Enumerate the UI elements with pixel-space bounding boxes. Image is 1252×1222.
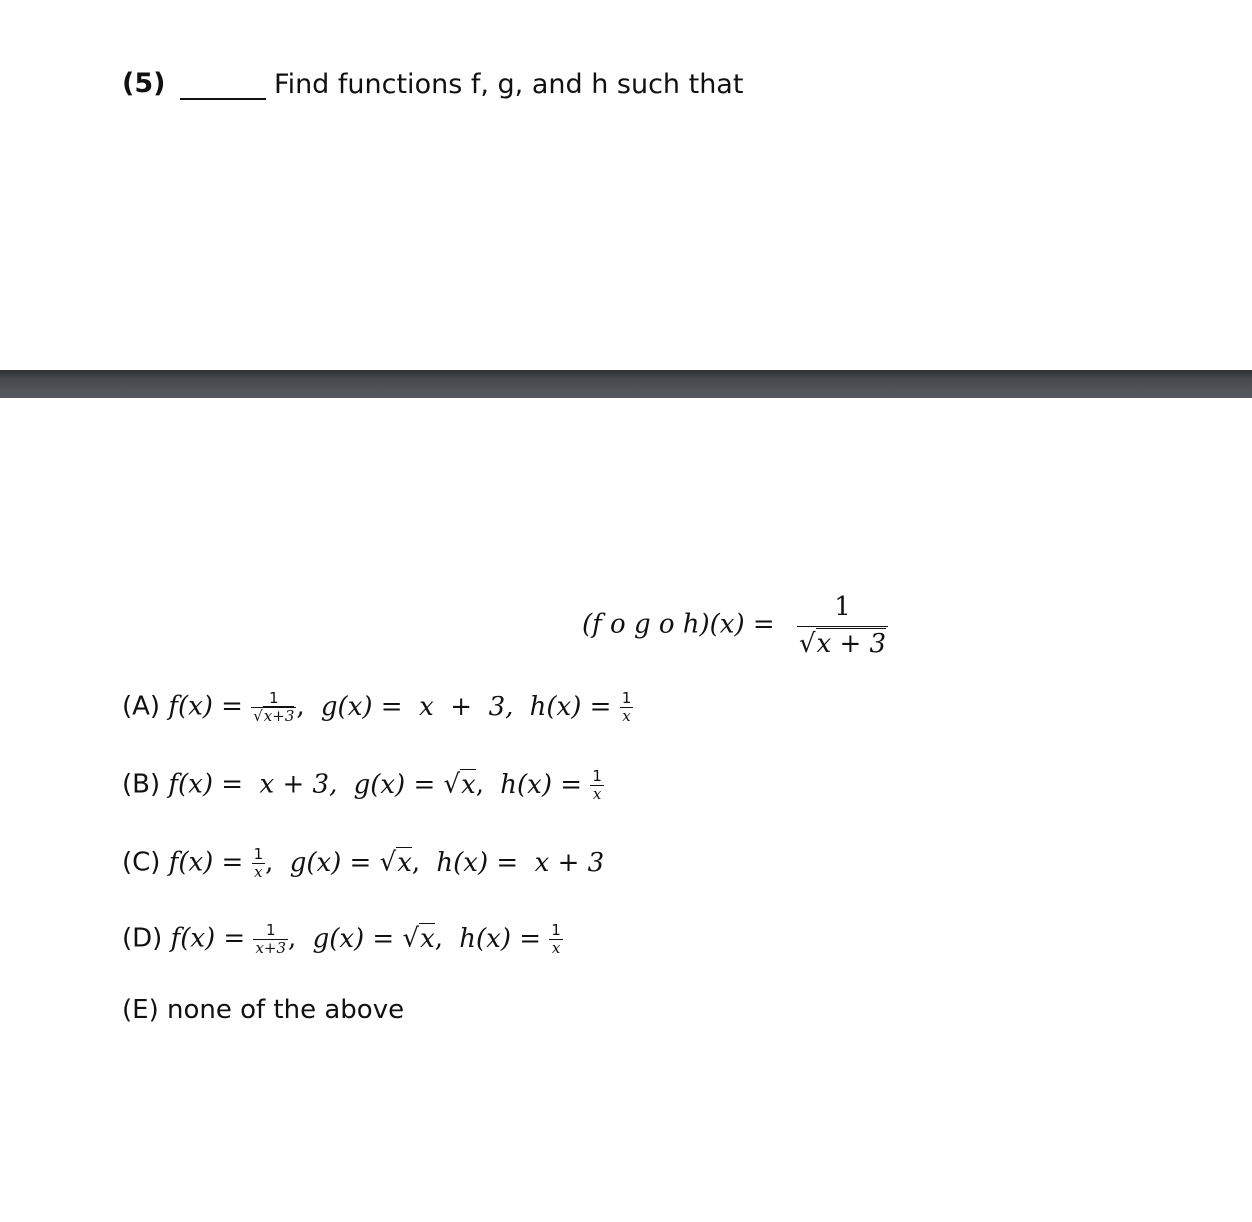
question-prompt: Find functions f, g, and h such that <box>274 69 744 100</box>
separator: , <box>288 923 297 954</box>
fraction-denominator: x <box>254 863 263 881</box>
radical-icon: √ <box>443 769 461 800</box>
choice-f: f(x) = x + 3, <box>168 769 338 800</box>
choice-f-fraction <box>251 690 296 725</box>
divider-bar <box>0 370 1252 398</box>
choice-c <box>122 846 604 881</box>
fraction-denominator: x+3 <box>255 939 287 957</box>
radical-icon: √ <box>379 847 397 878</box>
composition-denominator <box>797 627 888 659</box>
composition-equation <box>582 592 888 659</box>
answer-blank <box>180 98 266 100</box>
choice-e <box>122 995 404 1025</box>
choice-text: none of the above <box>166 995 405 1025</box>
separator: , <box>434 923 444 954</box>
choice-f-lhs: f(x) = <box>168 691 243 722</box>
choice-f-lhs: f(x) = <box>170 923 246 954</box>
choice-label: (B) <box>122 769 161 800</box>
choice-h-lhs: h(x) = <box>500 769 583 800</box>
choice-h: h(x) = x + 3 <box>436 847 605 878</box>
composition-fraction <box>797 592 888 659</box>
radical-icon: √ <box>798 629 816 659</box>
choice-h-lhs: h(x) = <box>529 691 612 722</box>
choice-h-lhs: h(x) = <box>459 923 542 954</box>
fraction-numerator: 1 <box>253 922 288 940</box>
choice-d <box>122 922 563 957</box>
choice-a <box>122 690 633 725</box>
separator: , <box>296 691 305 722</box>
fraction-denominator: x <box>551 939 561 957</box>
radicand: x <box>461 769 476 800</box>
composition-radicand: x + 3 <box>816 629 887 659</box>
fraction-denominator <box>251 708 296 725</box>
choice-f-lhs: f(x) = <box>168 847 244 878</box>
radicand: x <box>420 923 435 954</box>
choice-g: g(x) = x + 3, <box>320 691 514 722</box>
radicand: x <box>397 847 412 878</box>
choice-h-fraction <box>590 768 604 803</box>
separator: , <box>411 847 421 878</box>
choice-b <box>122 768 604 803</box>
fraction-denominator: x <box>592 785 602 803</box>
choice-g-lhs: g(x) = <box>289 847 372 878</box>
choice-g-lhs: g(x) = <box>353 769 436 800</box>
choice-g-lhs: g(x) = <box>312 923 395 954</box>
choice-label: (E) <box>122 995 159 1025</box>
fraction-denominator: x <box>622 707 631 725</box>
choice-label: (D) <box>122 923 163 954</box>
question-number: (5) <box>122 68 166 99</box>
separator: , <box>265 847 274 878</box>
fraction-numerator: 1 <box>592 767 602 785</box>
radical-icon: √ <box>253 707 263 725</box>
radical-icon: √ <box>402 923 420 954</box>
composition-numerator: 1 <box>797 592 888 627</box>
fraction-numerator: 1 <box>621 689 632 707</box>
fraction-numerator: 1 <box>551 921 561 939</box>
choice-label: (A) <box>122 691 161 722</box>
choice-h-fraction <box>620 690 634 725</box>
fraction-numerator: 1 <box>253 845 264 863</box>
choice-f-fraction <box>252 846 266 881</box>
choice-f-fraction <box>253 922 288 957</box>
separator: , <box>475 769 485 800</box>
radicand: x+3 <box>263 707 295 725</box>
fraction-numerator: 1 <box>251 690 296 708</box>
choice-h-fraction <box>549 922 563 957</box>
choice-label: (C) <box>122 847 161 878</box>
composition-lhs: (f o g o h)(x) = <box>582 609 775 640</box>
